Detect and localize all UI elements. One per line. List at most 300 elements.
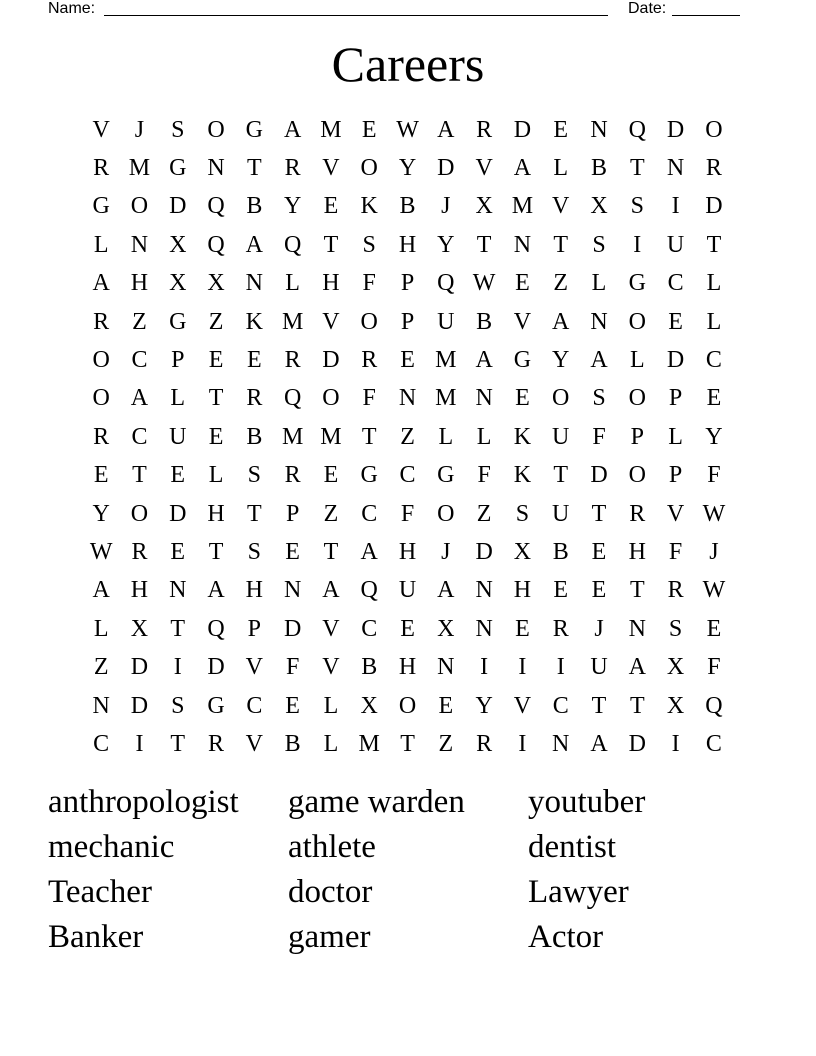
- grid-letter: C: [361, 500, 378, 527]
- grid-letter: I: [556, 654, 565, 681]
- grid-letter: G: [92, 193, 110, 220]
- grid-letter: G: [245, 116, 263, 143]
- grid-letter: W: [396, 116, 419, 143]
- grid-letter: L: [170, 385, 186, 412]
- grid-letter: I: [671, 193, 680, 220]
- grid-letter: Y: [552, 347, 570, 374]
- grid-letter: E: [515, 615, 530, 642]
- grid-letter: E: [400, 347, 415, 374]
- grid-letter: Q: [628, 116, 646, 143]
- grid-row: [82, 149, 734, 187]
- grid-letter: T: [170, 730, 186, 757]
- grid-letter: D: [513, 116, 532, 143]
- grid-letter: R: [284, 462, 301, 489]
- grid-letter: O: [360, 308, 378, 335]
- name-label: Name:: [48, 0, 96, 17]
- grid-letter: A: [590, 347, 608, 374]
- grid-letter: V: [245, 730, 263, 757]
- grid-letter: C: [131, 347, 148, 374]
- grid-letter: L: [706, 270, 722, 297]
- grid-letter: I: [518, 654, 527, 681]
- grid-letter: V: [666, 500, 685, 527]
- grid-letter: V: [552, 193, 570, 220]
- grid-letter: H: [245, 577, 263, 604]
- grid-letter: E: [170, 538, 186, 565]
- grid-letter: Q: [283, 231, 302, 258]
- grid-letter: X: [360, 692, 378, 719]
- grid-letter: B: [476, 308, 493, 335]
- grid-letter: V: [322, 155, 340, 182]
- grid-letter: N: [398, 385, 417, 412]
- grid-letter: A: [437, 577, 455, 604]
- grid-letter: N: [245, 270, 263, 297]
- word-list-item: Banker: [48, 919, 144, 955]
- grid-letter: M: [281, 423, 304, 450]
- grid-letter: L: [476, 423, 492, 450]
- grid-letter: J: [134, 116, 145, 143]
- grid-letter: T: [208, 538, 224, 565]
- grid-letter: E: [400, 615, 415, 642]
- grid-letter: Q: [705, 692, 723, 719]
- grid-letter: T: [706, 231, 722, 258]
- grid-letter: X: [513, 538, 532, 565]
- grid-letter: D: [475, 538, 493, 565]
- grid-letter: A: [130, 385, 149, 412]
- grid-row: [82, 226, 734, 264]
- grid-row: [82, 725, 734, 763]
- grid-row: [82, 111, 734, 149]
- grid-letter: E: [668, 308, 683, 335]
- grid-letter: O: [398, 692, 417, 719]
- grid-letter: V: [322, 615, 340, 642]
- grid-letter: Y: [437, 231, 455, 258]
- grid-letter: O: [437, 500, 455, 527]
- grid-letter: V: [245, 654, 263, 681]
- grid-letter: L: [93, 231, 109, 258]
- grid-letter: Z: [476, 500, 492, 527]
- grid-letter: D: [705, 193, 723, 220]
- grid-letter: G: [513, 347, 532, 374]
- grid-letter: F: [707, 654, 721, 681]
- grid-letter: A: [245, 231, 263, 258]
- grid-letter: B: [399, 193, 416, 220]
- grid-letter: T: [629, 155, 645, 182]
- grid-letter: N: [437, 654, 455, 681]
- grid-letter: Q: [437, 270, 455, 297]
- grid-letter: Z: [323, 500, 339, 527]
- grid-letter: O: [552, 385, 570, 412]
- grid-letter: M: [281, 308, 304, 335]
- grid-letter: G: [360, 462, 378, 489]
- grid-letter: R: [552, 615, 569, 642]
- grid-letter: A: [92, 577, 110, 604]
- grid-letter: U: [590, 654, 608, 681]
- grid-letter: D: [283, 615, 302, 642]
- grid-letter: N: [475, 577, 493, 604]
- grid-letter: Y: [92, 500, 110, 527]
- grid-letter: H: [628, 538, 646, 565]
- grid-letter: E: [323, 462, 339, 489]
- grid-letter: E: [285, 692, 300, 719]
- grid-letter: Z: [438, 730, 454, 757]
- grid-letter: T: [208, 385, 224, 412]
- grid-letter: A: [513, 155, 532, 182]
- grid-letter: T: [476, 231, 492, 258]
- grid-letter: X: [437, 615, 455, 642]
- grid-letter: R: [93, 423, 110, 450]
- grid-letter: M: [511, 193, 534, 220]
- grid-letter: T: [553, 231, 569, 258]
- grid-letter: B: [591, 155, 608, 182]
- grid-letter: N: [92, 692, 110, 719]
- word-list-item: Actor: [528, 919, 604, 955]
- grid-letter: Z: [208, 308, 224, 335]
- grid-letter: G: [628, 270, 646, 297]
- grid-letter: U: [169, 423, 187, 450]
- grid-letter: U: [552, 500, 570, 527]
- grid-letter: H: [130, 577, 149, 604]
- grid-letter: E: [706, 385, 722, 412]
- grid-letter: B: [246, 423, 263, 450]
- grid-letter: Y: [475, 692, 493, 719]
- word-list-item: gamer: [288, 919, 371, 955]
- grid-letter: D: [130, 654, 149, 681]
- grid-letter: L: [629, 347, 645, 374]
- grid-letter: R: [93, 155, 110, 182]
- grid-letter: N: [283, 577, 302, 604]
- grid-letter: D: [169, 500, 187, 527]
- grid-letter: U: [437, 308, 455, 335]
- grid-letter: I: [633, 231, 642, 258]
- grid-letter: T: [361, 423, 377, 450]
- grid-letter: Q: [207, 231, 225, 258]
- grid-letter: A: [552, 308, 570, 335]
- grid-letter: S: [247, 462, 262, 489]
- grid-letter: A: [207, 577, 225, 604]
- grid-letter: X: [169, 231, 187, 258]
- grid-letter: O: [628, 308, 646, 335]
- grid-letter: A: [437, 116, 455, 143]
- grid-row: [82, 533, 734, 571]
- grid-letter: X: [475, 193, 493, 220]
- grid-letter: N: [590, 116, 608, 143]
- grid-letter: I: [173, 654, 182, 681]
- grid-row: [82, 648, 734, 686]
- grid-letter: X: [590, 193, 608, 220]
- grid-letter: Z: [93, 654, 109, 681]
- grid-letter: P: [171, 347, 185, 374]
- grid-letter: A: [92, 270, 110, 297]
- date-blank-line: [672, 15, 740, 16]
- grid-letter: O: [207, 116, 225, 143]
- grid-letter: P: [247, 615, 262, 642]
- word-list-item: mechanic: [48, 829, 175, 865]
- grid-letter: Z: [553, 270, 569, 297]
- grid-letter: D: [130, 692, 149, 719]
- grid-letter: P: [668, 385, 683, 412]
- word-list-item: Lawyer: [528, 874, 629, 910]
- grid-letter: Q: [207, 193, 225, 220]
- grid-letter: I: [671, 730, 680, 757]
- grid-letter: V: [322, 308, 340, 335]
- grid-letter: G: [437, 462, 455, 489]
- grid-letter: R: [284, 155, 301, 182]
- grid-row: [82, 418, 734, 456]
- grid-letter: T: [629, 577, 645, 604]
- grid-letter: Y: [283, 193, 302, 220]
- grid-letter: O: [360, 155, 378, 182]
- grid-letter: L: [93, 615, 109, 642]
- grid-letter: X: [666, 654, 685, 681]
- grid-letter: K: [360, 193, 378, 220]
- grid-letter: R: [361, 347, 378, 374]
- grid-letter: E: [285, 538, 300, 565]
- grid-letter: E: [591, 538, 607, 565]
- grid-letter: L: [208, 462, 224, 489]
- grid-letter: O: [628, 385, 646, 412]
- grid-letter: D: [169, 193, 187, 220]
- grid-row: [82, 610, 734, 648]
- grid-letter: M: [358, 730, 380, 757]
- grid-letter: S: [171, 692, 185, 719]
- grid-row: [82, 380, 734, 418]
- grid-letter: E: [208, 347, 224, 374]
- grid-letter: K: [513, 462, 532, 489]
- word-list-item: doctor: [288, 874, 373, 910]
- grid-letter: C: [399, 462, 416, 489]
- grid-letter: R: [667, 577, 684, 604]
- grid-letter: H: [322, 270, 340, 297]
- grid-letter: E: [323, 193, 339, 220]
- grid-letter: N: [207, 155, 225, 182]
- grid-letter: L: [438, 423, 454, 450]
- grid-letter: X: [169, 270, 187, 297]
- grid-letter: M: [435, 385, 457, 412]
- grid-letter: E: [170, 462, 186, 489]
- grid-letter: U: [552, 423, 570, 450]
- grid-letter: V: [322, 654, 340, 681]
- grid-letter: Y: [705, 423, 723, 450]
- grid-letter: N: [475, 385, 493, 412]
- grid-letter: H: [207, 500, 225, 527]
- grid-letter: N: [628, 615, 646, 642]
- grid-letter: T: [323, 538, 339, 565]
- grid-letter: K: [245, 308, 263, 335]
- grid-letter: V: [513, 308, 532, 335]
- grid-letter: U: [398, 577, 417, 604]
- grid-letter: N: [513, 231, 532, 258]
- grid-letter: P: [285, 500, 300, 527]
- grid-letter: N: [475, 615, 493, 642]
- grid-letter: H: [398, 538, 417, 565]
- grid-letter: D: [590, 462, 608, 489]
- grid-letter: E: [553, 116, 569, 143]
- grid-letter: M: [128, 155, 151, 182]
- grid-letter: E: [515, 270, 530, 297]
- grid-letter: V: [92, 116, 110, 143]
- grid-letter: Q: [283, 385, 302, 412]
- grid-letter: J: [441, 193, 451, 220]
- grid-letter: T: [591, 500, 607, 527]
- grid-letter: T: [400, 730, 415, 757]
- grid-letter: M: [435, 347, 457, 374]
- grid-letter: C: [131, 423, 148, 450]
- grid-letter: J: [441, 538, 451, 565]
- grid-letter: T: [629, 692, 645, 719]
- grid-letter: A: [590, 730, 608, 757]
- grid-row: [82, 265, 734, 303]
- grid-row: [82, 687, 734, 725]
- grid-letter: G: [169, 155, 187, 182]
- grid-letter: O: [92, 385, 110, 412]
- grid-letter: L: [285, 270, 300, 297]
- grid-letter: T: [247, 500, 262, 527]
- grid-letter: L: [706, 308, 722, 335]
- grid-letter: E: [93, 462, 109, 489]
- grid-row: [82, 495, 734, 533]
- grid-letter: B: [284, 730, 301, 757]
- grid-row: [82, 572, 734, 610]
- grid-letter: K: [513, 423, 532, 450]
- grid-letter: R: [629, 500, 646, 527]
- grid-letter: B: [361, 654, 378, 681]
- grid-letter: G: [169, 308, 187, 335]
- grid-letter: N: [590, 308, 608, 335]
- grid-letter: L: [668, 423, 683, 450]
- grid-letter: R: [284, 347, 301, 374]
- word-list-item: youtuber: [528, 784, 646, 820]
- grid-letter: R: [705, 155, 722, 182]
- name-blank-line: [104, 15, 608, 16]
- grid-row: [82, 457, 734, 495]
- grid-letter: W: [472, 270, 496, 297]
- grid-letter: H: [513, 577, 532, 604]
- grid-letter: F: [400, 500, 415, 527]
- grid-letter: L: [591, 270, 607, 297]
- grid-letter: O: [130, 193, 149, 220]
- grid-letter: P: [630, 423, 644, 450]
- grid-letter: P: [668, 462, 683, 489]
- grid-letter: R: [246, 385, 263, 412]
- grid-letter: J: [709, 538, 719, 565]
- grid-letter: M: [320, 116, 342, 143]
- grid-letter: C: [705, 347, 722, 374]
- grid-letter: N: [130, 231, 149, 258]
- grid-letter: D: [207, 654, 225, 681]
- grid-letter: R: [476, 730, 493, 757]
- grid-letter: L: [553, 155, 569, 182]
- grid-letter: A: [628, 654, 646, 681]
- grid-letter: X: [207, 270, 225, 297]
- grid-letter: Y: [398, 155, 417, 182]
- grid-letter: C: [705, 730, 722, 757]
- grid-letter: N: [169, 577, 187, 604]
- grid-letter: O: [322, 385, 340, 412]
- grid-letter: D: [666, 116, 685, 143]
- page-title: Careers: [331, 36, 485, 92]
- grid-letter: E: [247, 347, 262, 374]
- grid-row: [82, 341, 734, 379]
- grid-letter: C: [667, 270, 684, 297]
- grid-letter: O: [130, 500, 149, 527]
- worksheet-header: [48, 0, 740, 20]
- grid-letter: R: [131, 538, 148, 565]
- word-search-grid: [82, 111, 734, 764]
- grid-letter: X: [130, 615, 149, 642]
- grid-letter: V: [475, 155, 493, 182]
- grid-letter: C: [246, 692, 263, 719]
- grid-letter: E: [438, 692, 454, 719]
- grid-letter: G: [207, 692, 225, 719]
- grid-letter: C: [361, 615, 378, 642]
- grid-letter: Z: [132, 308, 147, 335]
- grid-letter: F: [592, 423, 606, 450]
- grid-letter: F: [477, 462, 491, 489]
- grid-letter: E: [208, 423, 224, 450]
- word-list-item: athlete: [288, 829, 376, 865]
- grid-letter: J: [594, 615, 604, 642]
- grid-letter: A: [322, 577, 340, 604]
- grid-letter: F: [707, 462, 721, 489]
- date-label: Date:: [628, 0, 667, 17]
- grid-letter: R: [208, 730, 225, 757]
- grid-letter: S: [630, 193, 644, 220]
- grid-letter: S: [171, 116, 185, 143]
- grid-letter: E: [553, 577, 569, 604]
- grid-letter: V: [513, 692, 532, 719]
- grid-letter: F: [668, 538, 683, 565]
- grid-letter: Z: [400, 423, 415, 450]
- grid-letter: N: [552, 730, 570, 757]
- grid-letter: B: [552, 538, 569, 565]
- grid-letter: O: [628, 462, 646, 489]
- grid-row: [82, 188, 734, 226]
- grid-letter: A: [360, 538, 378, 565]
- grid-letter: T: [247, 155, 262, 182]
- grid-letter: T: [170, 615, 186, 642]
- grid-letter: S: [668, 615, 683, 642]
- grid-letter: E: [591, 577, 607, 604]
- grid-letter: S: [362, 231, 376, 258]
- grid-letter: R: [93, 308, 110, 335]
- grid-letter: W: [702, 577, 726, 604]
- grid-letter: E: [361, 116, 377, 143]
- grid-letter: T: [132, 462, 147, 489]
- grid-letter: S: [247, 538, 262, 565]
- grid-letter: O: [92, 347, 110, 374]
- grid-letter: W: [702, 500, 726, 527]
- word-list-item: dentist: [528, 829, 616, 865]
- grid-letter: L: [323, 692, 339, 719]
- grid-letter: D: [666, 347, 685, 374]
- grid-letter: D: [437, 155, 455, 182]
- word-list: [48, 780, 768, 960]
- grid-letter: H: [398, 231, 417, 258]
- grid-letter: R: [476, 116, 493, 143]
- grid-letter: A: [283, 116, 302, 143]
- grid-letter: P: [400, 308, 415, 335]
- grid-letter: Q: [360, 577, 378, 604]
- grid-letter: H: [398, 654, 417, 681]
- grid-letter: N: [666, 155, 685, 182]
- grid-letter: D: [628, 730, 646, 757]
- grid-letter: I: [135, 730, 144, 757]
- grid-letter: D: [322, 347, 340, 374]
- grid-letter: T: [323, 231, 339, 258]
- grid-letter: W: [89, 538, 113, 565]
- grid-letter: O: [705, 116, 723, 143]
- grid-letter: C: [93, 730, 110, 757]
